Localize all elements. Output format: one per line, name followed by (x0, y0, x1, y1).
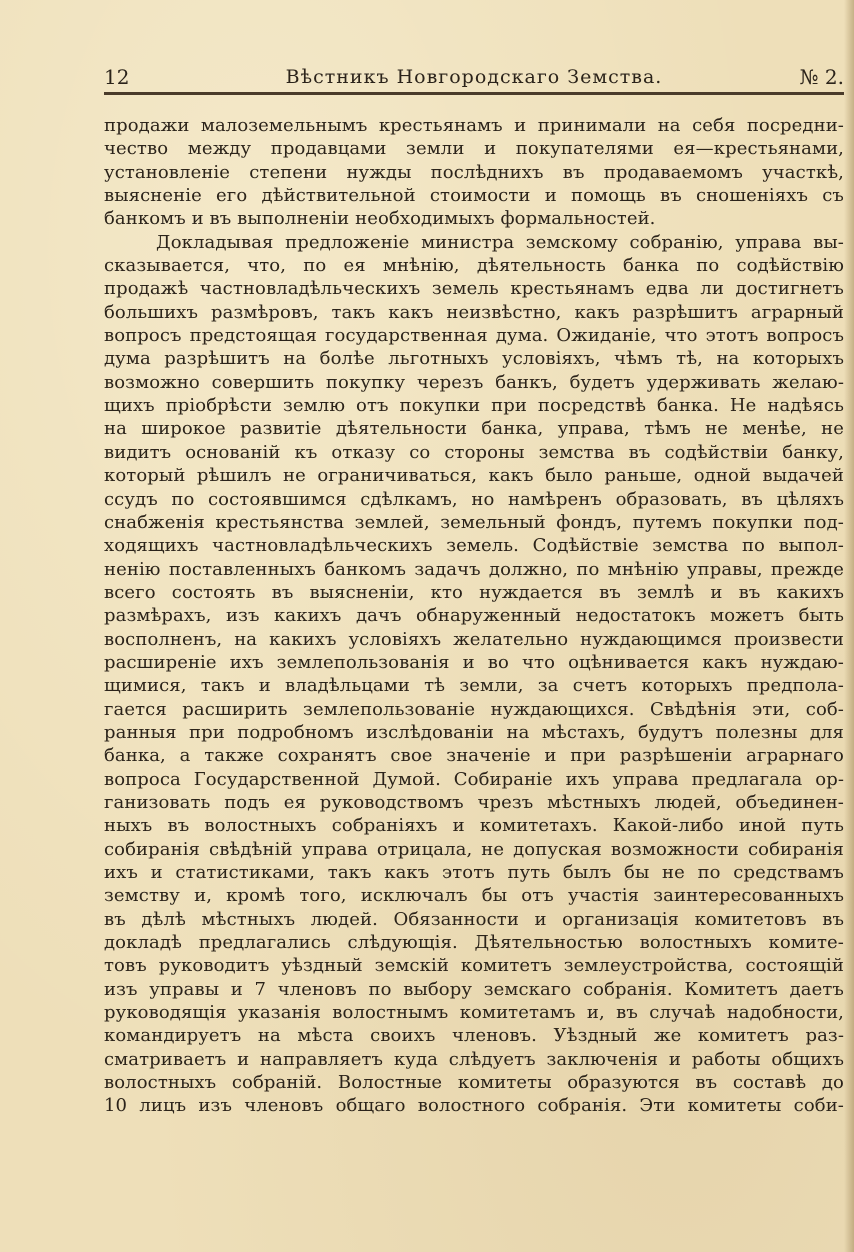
text-line: продажѣ частновладѣльческихъ земель крестьянамъ едва ли достигнетъ (104, 278, 844, 300)
text-line: руководящія указанія волостнымъ комитетамъ и, въ случаѣ надобности, (104, 1002, 844, 1024)
text-line: возможно совершить покупку черезъ банкъ, будетъ удерживать желаю- (104, 371, 844, 393)
text-line: щихъ пріобрѣсти землю отъ покупки при посредствѣ банка. Не надѣясь (104, 395, 844, 417)
text-line: Докладывая предложеніе министра земскому собранію, управа вы- (156, 231, 844, 253)
text-line: гается расширить землепользованіе нуждающихся. Свѣдѣнія эти, соб- (104, 698, 844, 720)
text-line: земству и, кромѣ того, исключалъ бы отъ участія заинтересованныхъ (104, 885, 844, 907)
text-line: выясненіе его дѣйствительной стоимости и помощь въ сношеніяхъ съ (104, 185, 844, 207)
text-line: всего состоять въ выясненіи, кто нуждается въ землѣ и въ какихъ (104, 581, 844, 603)
text-line: продажи малоземельнымъ крестьянамъ и принимали на себя посредни- (104, 115, 844, 136)
text-line: сказывается, что, по ея мнѣнію, дѣятельность банка по содѣйствію (104, 255, 844, 277)
text-line: вопроса Государственной Думой. Собираніе ихъ управа предлагала ор- (104, 768, 844, 790)
text-line: вопросъ предстоящая государственная дума. Ожиданіе, что этотъ вопросъ (104, 325, 844, 347)
text-line: ганизовать подъ ея руководствомъ чрезъ мѣстныхъ людей, объединен- (104, 791, 844, 813)
text-line: изъ управы и 7 членовъ по выбору земскаго собранія. Комитетъ даетъ (104, 978, 844, 1000)
article-body (104, 114, 844, 1118)
text-line: товъ руководитъ уѣздный земскій комитетъ землеустройства, состоящій (104, 955, 844, 977)
text-line: дума разрѣшитъ на болѣе льготныхъ условіяхъ, чѣмъ тѣ, на которыхъ (104, 348, 844, 370)
text-line: щимися, такъ и владѣльцами тѣ земли, за счетъ которыхъ предпола- (104, 675, 844, 697)
text-line: ихъ и статистиками, такъ какъ этотъ путь былъ бы не по средствамъ (104, 862, 844, 883)
text-line: установленіе степени нужды послѣднихъ въ продаваемомъ участкѣ, (104, 161, 844, 183)
text-line: ранныя при подробномъ изслѣдованіи на мѣстахъ, будутъ полезны для (104, 721, 844, 743)
text-line: сматриваетъ и направляетъ куда слѣдуетъ заключенія и работы общихъ (104, 1048, 844, 1070)
text-line: банка, а также сохранятъ свое значеніе и при разрѣшеніи аграрнаго (104, 745, 844, 767)
text-line: въ дѣлѣ мѣстныхъ людей. Обязанности и организація комитетовъ въ (104, 908, 844, 930)
text-line: восполненъ, на какихъ условіяхъ желательно нуждающимся произвести (104, 628, 844, 650)
text-line: расширеніе ихъ землепользованія и во что оцѣнивается какъ нуждаю- (104, 651, 844, 673)
header-rule (104, 92, 844, 95)
text-line: ссудъ по состоявшимся сдѣлкамъ, но намѣренъ образовать, въ цѣляхъ (104, 488, 844, 510)
page-header (104, 62, 844, 96)
text-line: ненію поставленныхъ банкомъ задачъ должно, по мнѣнію управы, прежде (104, 558, 844, 580)
page-edge-shadow (844, 0, 854, 1252)
issue-number: № 2. (799, 65, 844, 89)
text-line: большихъ размѣровъ, такъ какъ неизвѣстно, какъ разрѣшитъ аграрный (104, 301, 844, 323)
journal-title: Вѣстникъ Новгородскаго Земства. (285, 66, 663, 88)
text-line: снабженія крестьянства землей, земельный фондъ, путемъ покупки под- (104, 511, 844, 533)
page-number: 12 (104, 65, 130, 89)
text-line: командируетъ на мѣста своихъ членовъ. Уѣздный же комитетъ раз- (104, 1025, 844, 1047)
text-line: банкомъ и въ выполненіи необходимыхъ формальностей. (104, 208, 656, 230)
text-line: собиранія свѣдѣній управа отрицала, не допуская возможности собиранія (104, 838, 844, 860)
text-line: видитъ основаній къ отказу со стороны земства въ содѣйствіи банку, (104, 441, 844, 463)
text-line: волостныхъ собраній. Волостные комитеты образуются въ составѣ до (104, 1072, 844, 1094)
text-line: чество между продавцами земли и покупателями ея—крестьянами, (104, 138, 844, 160)
text-line: размѣрахъ, изъ какихъ дачъ обнаруженный недостатокъ можетъ быть (104, 605, 844, 627)
text-line: докладѣ предлагались слѣдующія. Дѣятельностью волостныхъ комите- (104, 932, 844, 954)
text-line: ходящихъ частновладѣльческихъ земель. Содѣйствіе земства по выпол- (104, 535, 844, 557)
text-line: который рѣшилъ не ограничиваться, какъ было раньше, одной выдачей (104, 465, 844, 487)
text-line: на широкое развитіе дѣятельности банка, управа, тѣмъ не менѣе, не (104, 418, 844, 440)
text-line: ныхъ въ волостныхъ собраніяхъ и комитетахъ. Какой-либо иной путь (104, 815, 844, 837)
text-line: 10 лицъ изъ членовъ общаго волостного собранія. Эти комитеты соби- (104, 1095, 844, 1117)
